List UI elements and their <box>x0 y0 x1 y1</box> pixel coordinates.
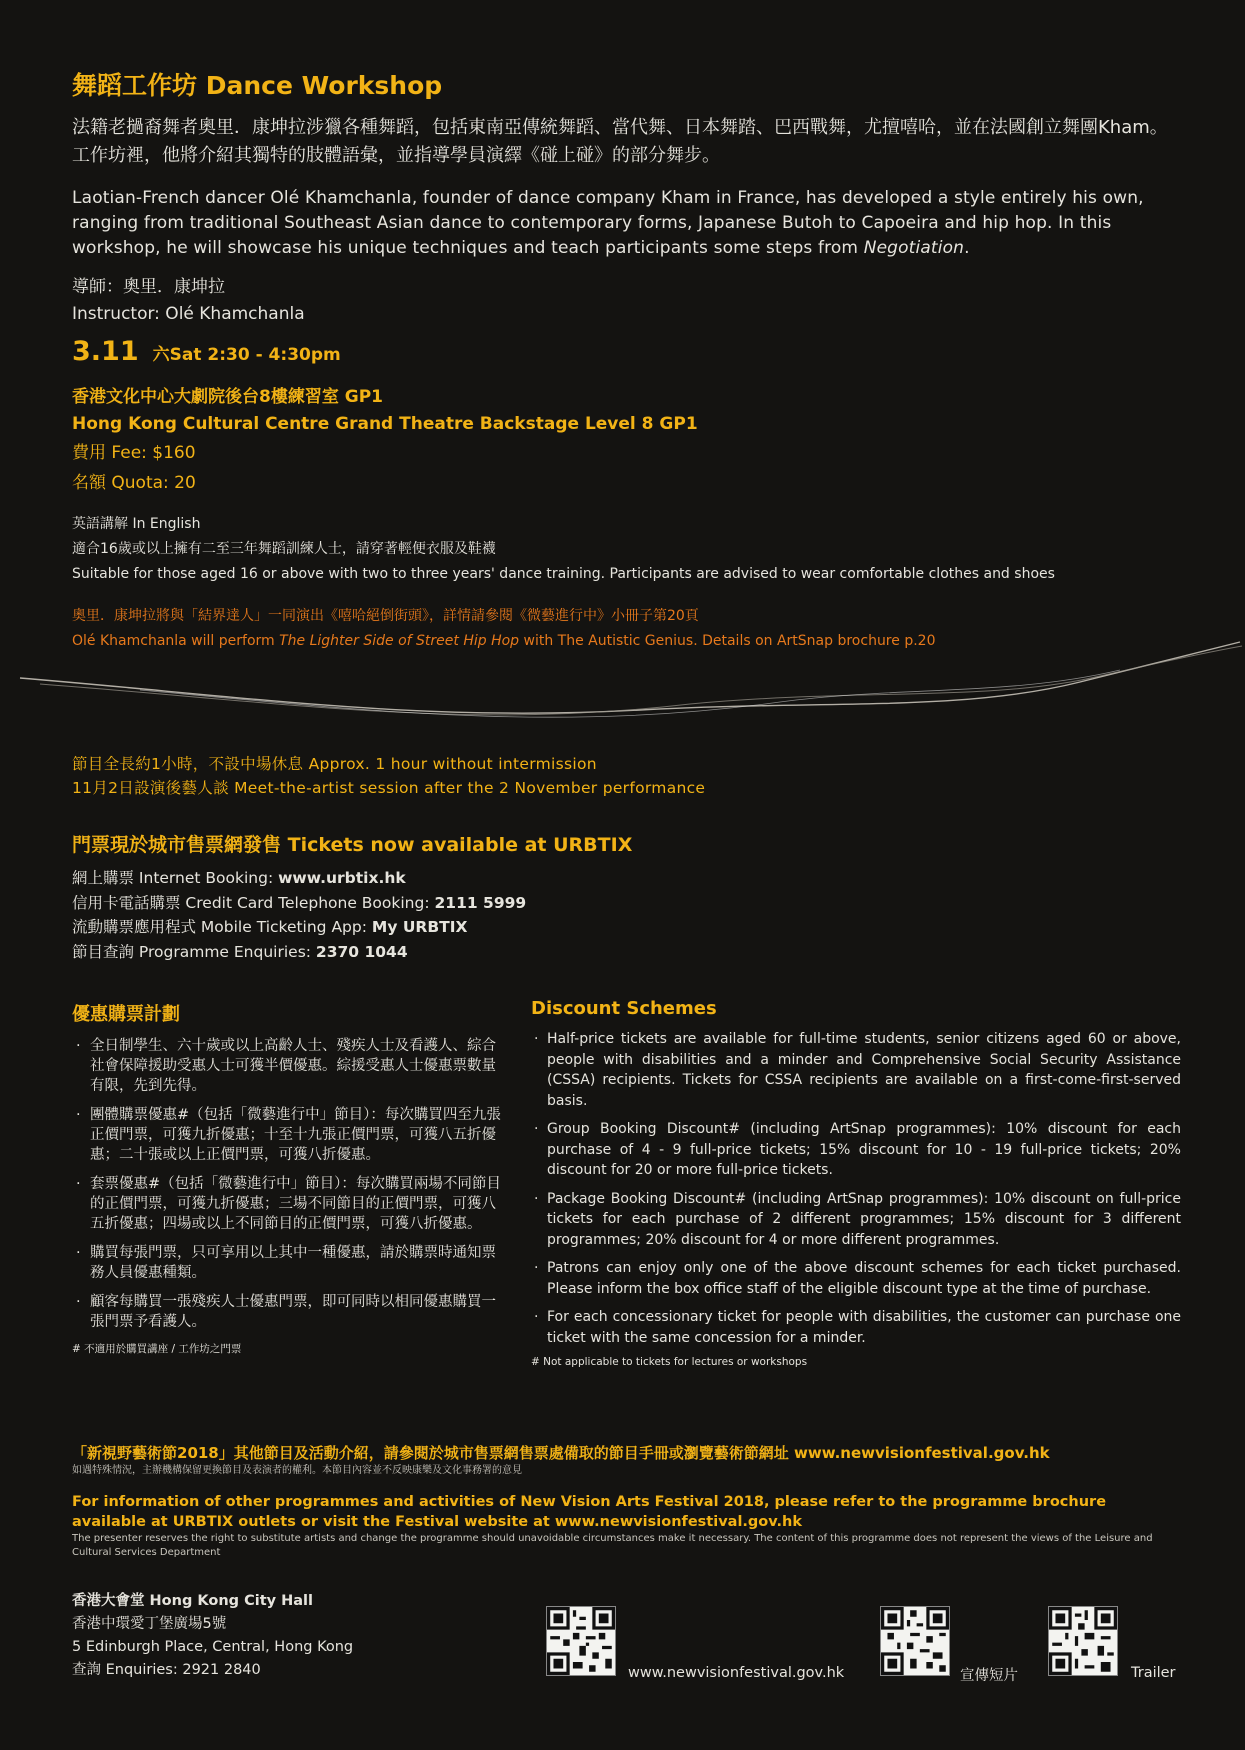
page-title: 舞蹈工作坊 Dance Workshop <box>72 71 443 100</box>
meet-the-artist: 11月2日設演後藝人談 Meet-the-artist session after the 2 November performance <box>72 779 706 797</box>
duration: 節目全長約1小時，不設中場休息 Approx. 1 hour without intermission <box>72 755 597 773</box>
performance-note-zh: 奧里．康坤拉將與「結界達人」一同演出《嘻哈絕倒街頭》，詳情請參閱《微藝進行中》小冊子第20頁 <box>72 608 699 624</box>
discount-en-list <box>531 1029 1181 1348</box>
booking-label: 信用卡電話購票 Credit Card Telephone Booking: <box>72 893 435 912</box>
list-item: · Patrons can enjoy only one of the above discount schemes for each ticket purchased. Please inform the box office staff of the eligible discount type at the time of purchase. <box>531 1258 1181 1299</box>
perf-en-2: with The Autistic Genius. Details on ArtSnap brochure p.20 <box>519 633 936 649</box>
festival-disclaimer-en: The presenter reserves the right to substitute artists and change the programme should unavoidable circumstances make it necessary. The content of this programme does not represent the views of the Leisure and Cultural Services Department <box>72 1533 1153 1558</box>
qr-label-website: www.newvisionfestival.gov.hk <box>628 1665 845 1681</box>
discount-en-section <box>531 998 1181 1368</box>
venue-zh: 香港文化中心大劇院後台8樓練習室 GP1 <box>72 387 383 407</box>
festival-disclaimer-zh: 如遇特殊情況，主辦機構保留更換節目及表演者的權利。本節目內容並不反映康樂及文化事務署的意見 <box>72 1465 522 1476</box>
cityhall-enquiries: 查詢 Enquiries: 2921 2840 <box>72 1662 261 1678</box>
list-item: · For each concessionary ticket for people with disabilities, the customer can purchase one ticket with the same concession for a minder. <box>531 1307 1181 1348</box>
qr-code-trailer[interactable] <box>1048 1606 1118 1676</box>
language-note: 英語講解 In English <box>72 516 201 532</box>
qr-label-promo: 宣傳短片 <box>960 1668 1018 1684</box>
perf-en-1: Olé Khamchanla will perform <box>72 633 280 649</box>
discount-en-heading: Discount Schemes <box>531 998 717 1019</box>
qr-code-icon <box>881 1607 949 1675</box>
list-item: · Package Booking Discount# (including ArtSnap programmes): 10% discount on full-price tickets for each purchase of 2 different programmes; 15% discount for 3 different programmes; 20% discount for 4 or more different programmes. <box>531 1189 1181 1251</box>
booking-internet <box>72 866 526 891</box>
festival-info-en: For information of other programmes and activities of New Vision Arts Festival 2018, please refer to the programme brochure available at URBTIX outlets or visit the Festival website at www.newvisionfestival.gov.hk <box>72 1494 1107 1530</box>
venue-address <box>72 1590 353 1682</box>
qr-label-trailer: Trailer <box>1131 1665 1176 1681</box>
date: 3.11 <box>72 336 139 367</box>
discount-en-footnote: # Not applicable to tickets for lectures or workshops <box>531 1356 808 1368</box>
discount-zh-footnote: # 不適用於購買講座 / 工作坊之門票 <box>72 1343 242 1355</box>
booking-label: 流動購票應用程式 Mobile Ticketing App: <box>72 918 372 936</box>
intro-en-italic: Negotiation <box>863 238 965 258</box>
booking-app <box>72 915 526 940</box>
duration-info <box>72 752 705 800</box>
discount-zh-heading: 優惠購票計劃 <box>72 1004 180 1025</box>
date-time <box>72 336 341 367</box>
list-item: · 套票優惠#（包括「微藝進行中」節目）：每次購買兩場不同節目的正價門票，可獲九折優惠；三場不同節目的正價門票，可獲八五折優惠；四場或以上不同節目的正價門票，可獲八折優惠。 <box>72 1174 506 1234</box>
list-item: · Half-price tickets are available for full-time students, senior citizens aged 60 or above, people with disabilities and a minder and Comprehensive Social Security Assistance (CSSA) recipients. Tickets for CSSA recipients are available on a first-come-first-served basis. <box>531 1029 1181 1111</box>
suitability-en: Suitable for those aged 16 or above with two to three years' dance training. Participants are advised to wear comfortable clothes and shoes <box>72 566 1055 582</box>
fee-quota <box>72 438 196 498</box>
suitability-zh: 適合16歲或以上擁有二至三年舞蹈訓練人士，請穿著輕便衣服及鞋襪 <box>72 541 496 557</box>
discount-zh-list <box>72 1036 506 1332</box>
booking-phone-number: 2111 5999 <box>434 893 527 912</box>
time: 六Sat 2:30 - 4:30pm <box>152 345 341 365</box>
cityhall-address-zh: 香港中環愛丁堡廣場5號 <box>72 1616 227 1632</box>
intro-en-end: . <box>964 238 970 258</box>
intro-en <box>72 186 1182 261</box>
instructor <box>72 274 305 328</box>
booking-list <box>72 866 526 964</box>
workshop-notes <box>72 512 1055 587</box>
booking-label: 網上購票 Internet Booking: <box>72 869 279 887</box>
list-item: · 顧客每購買一張殘疾人士優惠門票，即可同時以相同優惠購買一張門票予看護人。 <box>72 1292 506 1332</box>
tickets-heading: 門票現於城市售票網發售 Tickets now available at URBTIX <box>72 834 633 856</box>
qr-code-promo[interactable] <box>880 1606 950 1676</box>
intro-en-text: Laotian-French dancer Olé Khamchanla, founder of dance company Kham in France, has developed a style entirely his own, ranging from traditional Southeast Asian dance to contemporary forms, Japanese Butoh to Capoeira and hip hop. In this workshop, he will showcase his unique techniques and teach participants some steps from <box>72 188 1144 258</box>
list-item: · 團體購票優惠#（包括「微藝進行中」節目）：每次購買四至九張正價門票，可獲九折優惠；十至十九張正價門票，可獲八五折優惠；二十張或以上正價門票，可獲八折優惠。 <box>72 1105 506 1165</box>
discount-zh-section <box>72 1000 506 1356</box>
booking-app-name: My URBTIX <box>371 918 468 936</box>
cityhall-address-en: 5 Edinburgh Place, Central, Hong Kong <box>72 1639 354 1655</box>
fee: 費用 Fee: $160 <box>72 443 196 463</box>
venue-en: Hong Kong Cultural Centre Grand Theatre Backstage Level 8 GP1 <box>72 414 698 434</box>
enquiry-number: 2370 1044 <box>315 942 408 961</box>
booking-url[interactable]: www.urbtix.hk <box>278 869 406 887</box>
booking-phone <box>72 891 526 916</box>
qr-code-website[interactable] <box>546 1606 616 1676</box>
decorative-swoosh <box>0 640 1245 750</box>
booking-enquiries <box>72 940 526 965</box>
list-item: · 購買每張門票，只可享用以上其中一種優惠，請於購票時通知票務人員優惠種類。 <box>72 1243 506 1283</box>
venue <box>72 384 698 438</box>
booking-label: 節目查詢 Programme Enquiries: <box>72 942 316 961</box>
perf-en-title: The Lighter Side of Street Hip Hop <box>279 633 520 649</box>
intro-zh: 法籍老撾裔舞者奧里．康坤拉涉獵各種舞蹈，包括東南亞傳統舞蹈、當代舞、日本舞踏、巴西戰舞，尤擅嘻哈，並在法國創立舞團Kham。工作坊裡，他將介紹其獨特的肢體語彙，並指導學員演繹《碰上碰》的部分舞步。 <box>72 117 1168 166</box>
cityhall-title: 香港大會堂 Hong Kong City Hall <box>72 1593 313 1609</box>
festival-info <box>72 1442 1182 1560</box>
list-item: · 全日制學生、六十歲或以上高齡人士、殘疾人士及看護人、綜合社會保障援助受惠人士可獲半價優惠。綜援受惠人士優惠票數量有限，先到先得。 <box>72 1036 506 1096</box>
quota: 名額 Quota: 20 <box>72 473 196 493</box>
festival-info-zh: 「新視野藝術節2018」其他節目及活動介紹，請參閱於城市售票網售票處備取的節目手冊或瀏覽藝術節網址 www.newvisionfestival.gov.hk <box>72 1444 1050 1462</box>
instructor-zh: 導師：奧里．康坤拉 <box>72 277 225 297</box>
qr-code-icon <box>1049 1607 1117 1675</box>
qr-code-icon <box>547 1607 615 1675</box>
instructor-en: Instructor: Olé Khamchanla <box>72 304 305 324</box>
list-item: · Group Booking Discount# (including ArtSnap programmes): 10% discount for each purchase of 4 - 9 full-price tickets; 15% discount for 10 - 19 full-price tickets; 20% discount for 20 or more full-price tickets. <box>531 1119 1181 1181</box>
